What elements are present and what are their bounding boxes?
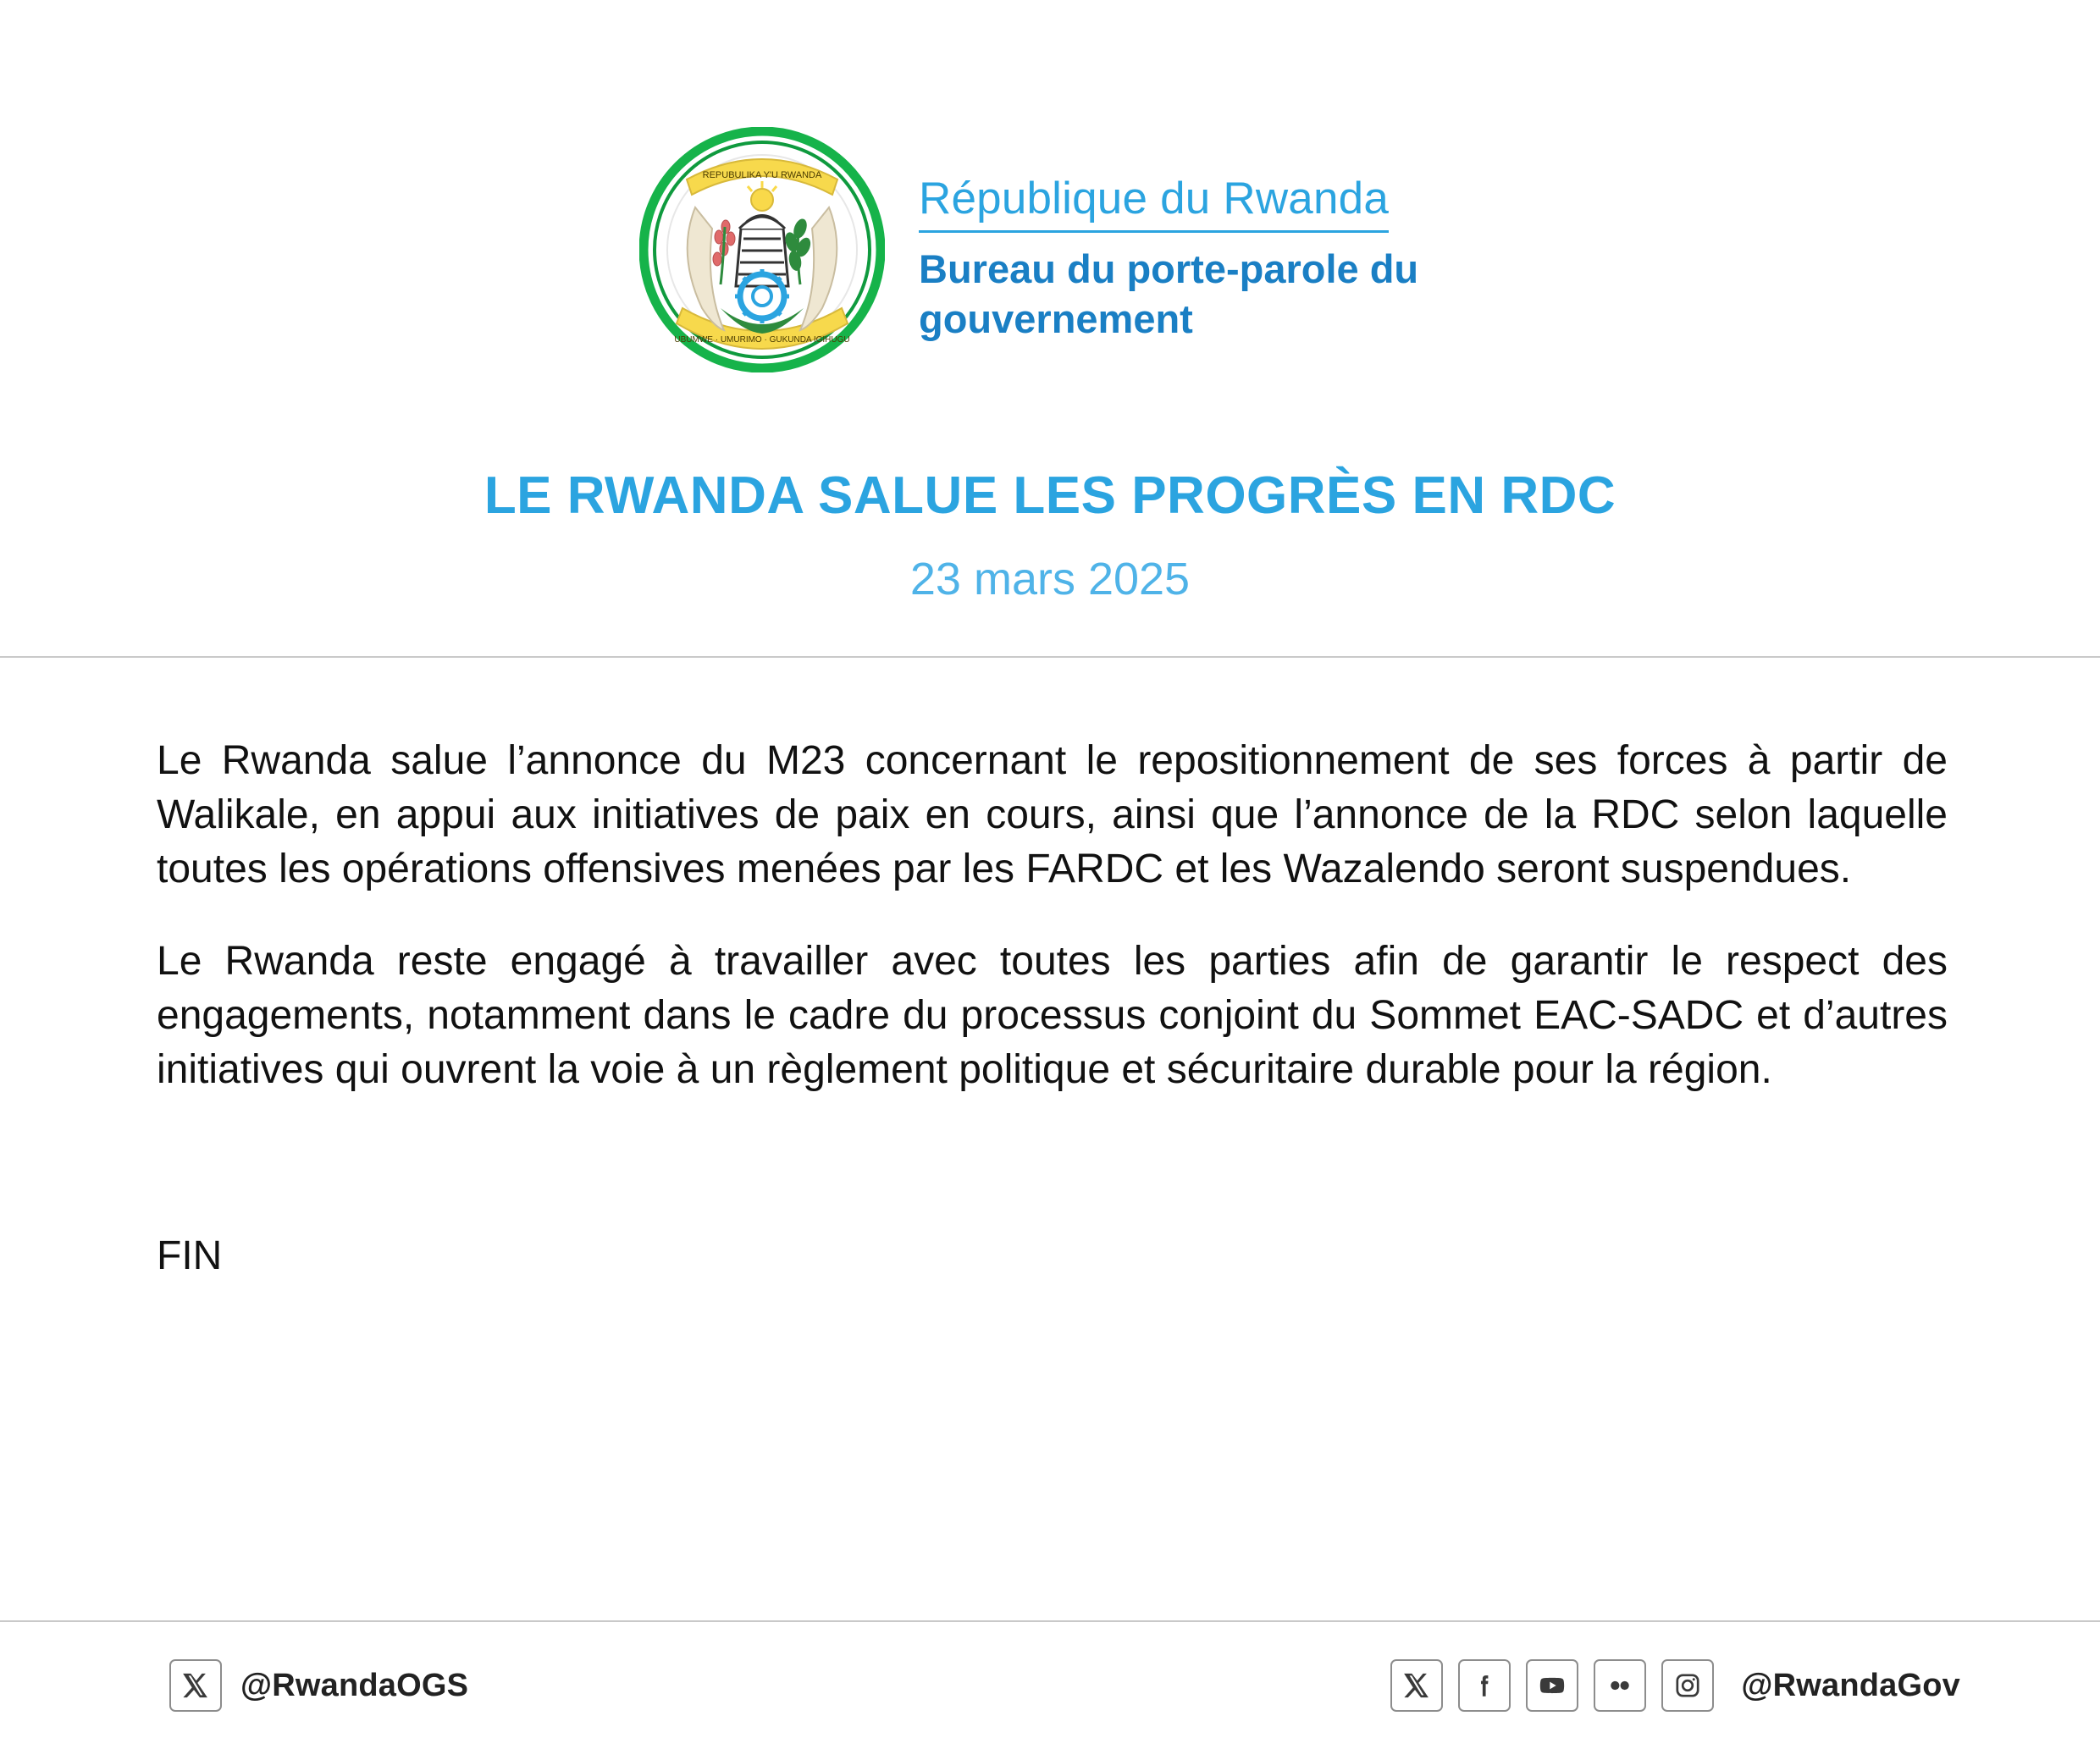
x-twitter-icon[interactable] xyxy=(169,1659,222,1712)
end-marker: FIN xyxy=(157,1233,223,1278)
facebook-icon[interactable] xyxy=(1458,1659,1511,1712)
statement-body xyxy=(0,658,2100,1279)
svg-text:REPUBULIKA Y'U RWANDA: REPUBULIKA Y'U RWANDA xyxy=(702,170,822,180)
office-name: Bureau du porte-parole du gouvernement xyxy=(919,246,1419,341)
publication-date: 23 mars 2025 xyxy=(909,554,1191,604)
document-footer xyxy=(0,1620,2100,1749)
footer-right-group xyxy=(1390,1659,1960,1712)
document-header xyxy=(0,0,2100,372)
footer-left-group xyxy=(169,1659,468,1712)
paragraph-1: Le Rwanda salue l’annonce du M23 concernant le repositionnement de ses forces à partir de Walikale, en appui aux initiatives de paix en cours, ainsi que l’annonce de la RDC selon laquelle toutes les opérations offensives menées par les FARDC et les Wazalendo seront suspendues. xyxy=(157,738,1948,891)
instagram-icon[interactable] xyxy=(1661,1659,1714,1712)
title-block xyxy=(0,466,2100,605)
page-title: LE RWANDA SALUE LES PROGRÈS EN RDC xyxy=(484,466,1616,525)
footer-handle-ogs: @RwandaOGS xyxy=(240,1667,469,1703)
footer-handle-gov: @RwandaGov xyxy=(1741,1667,1960,1703)
organisation-block xyxy=(919,127,1461,344)
paragraph-2: Le Rwanda reste engagé à travailler avec toutes les parties afin de garantir le respect des engagements, notamment dans le cadre du processus conjoint du Sommet EAC-SADC et d’autres initiatives qui ouvrent la voie à un règlement politique et sécuritaire durable pour la région. xyxy=(157,939,1948,1093)
svg-text:UBUMWE · UMURIMO · GUKUNDA IGI: UBUMWE · UMURIMO · GUKUNDA IGIHUGU xyxy=(674,335,850,345)
youtube-icon[interactable] xyxy=(1526,1659,1578,1712)
rwanda-coat-of-arms-icon xyxy=(639,127,885,372)
x-twitter-icon[interactable] xyxy=(1390,1659,1443,1712)
republic-name: République du Rwanda xyxy=(919,174,1389,233)
flickr-icon[interactable] xyxy=(1594,1659,1646,1712)
